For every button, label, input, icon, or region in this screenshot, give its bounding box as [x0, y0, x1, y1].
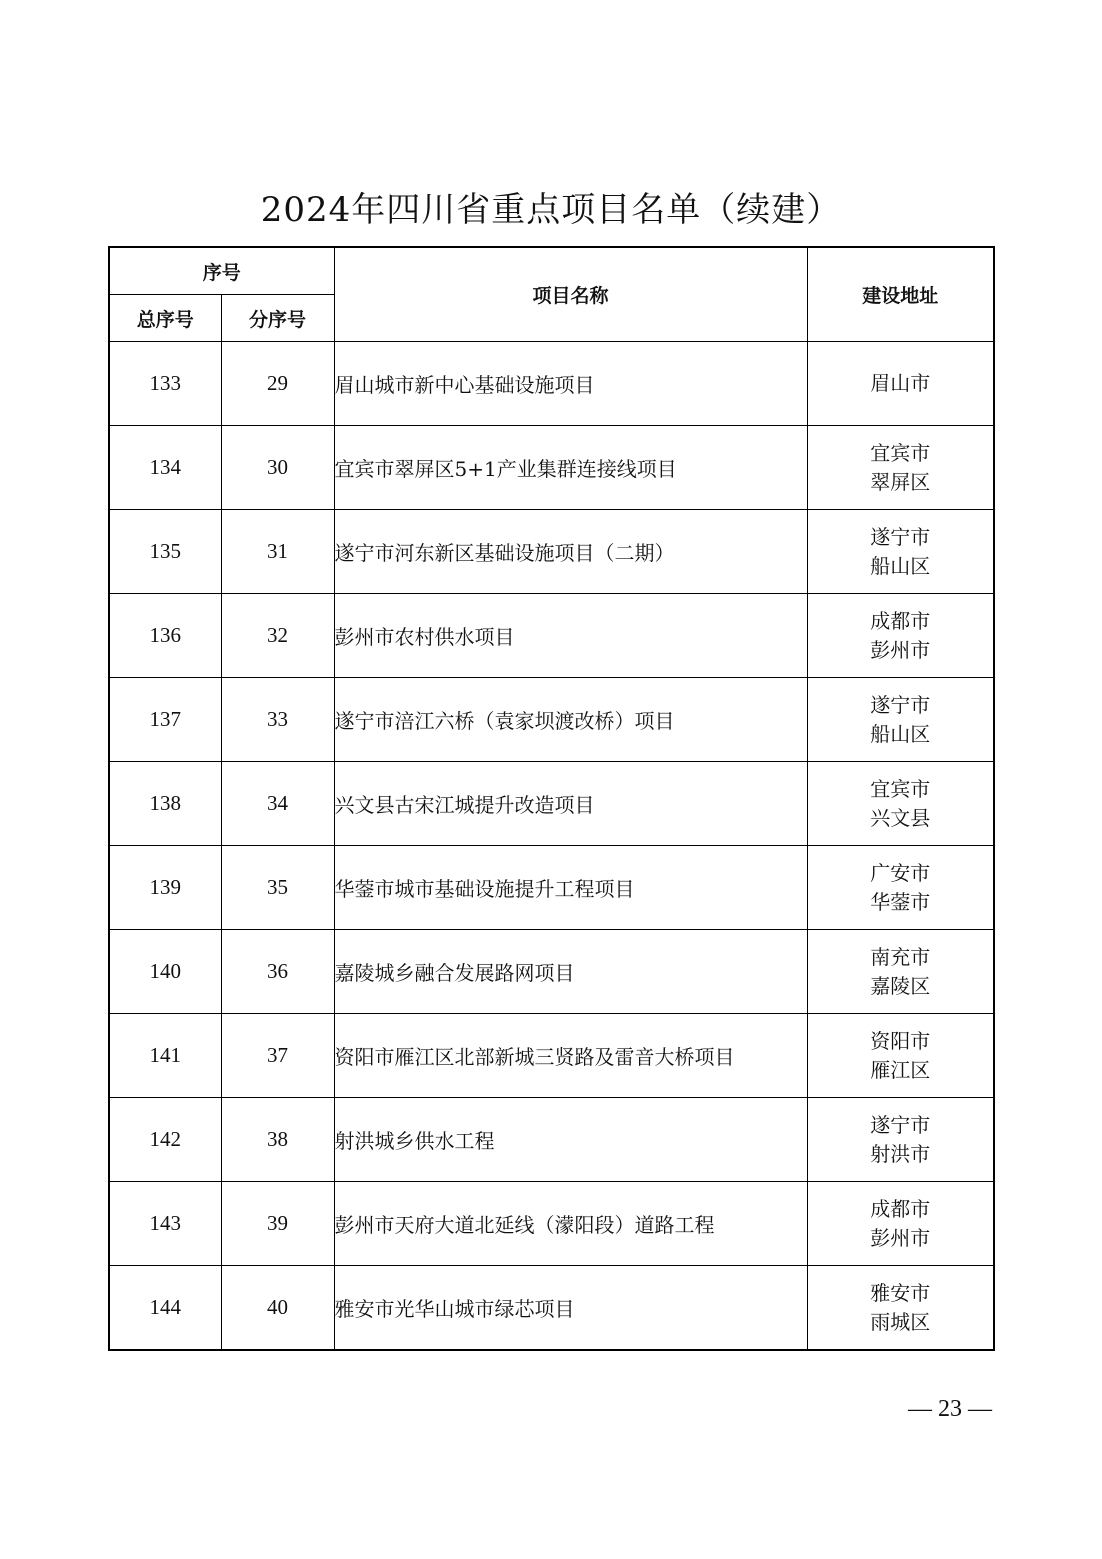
location-line-2: 嘉陵区: [870, 973, 931, 998]
total-seq-cell: 144: [109, 1266, 221, 1351]
location-cell: [807, 594, 994, 678]
location-line-1: 雅安市: [870, 1280, 931, 1305]
location-line-2: 船山区: [870, 721, 931, 746]
location-line-1: 资阳市: [870, 1028, 931, 1053]
project-name-cell: 彭州市天府大道北延线（濛阳段）道路工程: [334, 1182, 807, 1266]
project-name-cell: 雅安市光华山城市绿芯项目: [334, 1266, 807, 1351]
location-cell: [807, 1014, 994, 1098]
total-seq-cell: 135: [109, 510, 221, 594]
sub-seq-cell: 30: [221, 426, 334, 510]
total-seq-cell: 141: [109, 1014, 221, 1098]
total-seq-cell: 143: [109, 1182, 221, 1266]
location-line-2: 射洪市: [870, 1141, 931, 1166]
location-line-2: 华蓥市: [870, 889, 931, 914]
project-name-cell: 遂宁市河东新区基础设施项目（二期）: [334, 510, 807, 594]
location-line-2: 兴文县: [870, 805, 931, 830]
total-seq-cell: 134: [109, 426, 221, 510]
location-line-2: 彭州市: [870, 637, 931, 662]
location-line-1: 成都市: [870, 1196, 931, 1221]
location-cell: [807, 1182, 994, 1266]
project-name-cell: 眉山城市新中心基础设施项目: [334, 342, 807, 426]
total-seq-cell: 140: [109, 930, 221, 1014]
sub-seq-cell: 29: [221, 342, 334, 426]
location-line-1: 遂宁市: [870, 1112, 931, 1137]
location-line-2: 雁江区: [870, 1057, 931, 1082]
table-row: [109, 594, 994, 678]
table-row: [109, 342, 994, 426]
project-name-cell: 遂宁市涪江六桥（袁家坝渡改桥）项目: [334, 678, 807, 762]
location-line-2: 船山区: [870, 553, 931, 578]
header-project-name: 项目名称: [334, 247, 807, 342]
sub-seq-cell: 38: [221, 1098, 334, 1182]
sub-seq-cell: 40: [221, 1266, 334, 1351]
sub-seq-cell: 37: [221, 1014, 334, 1098]
project-name-cell: 射洪城乡供水工程: [334, 1098, 807, 1182]
location-cell: [807, 930, 994, 1014]
table-row: [109, 1098, 994, 1182]
table-row: [109, 1014, 994, 1098]
project-name-cell: 资阳市雁江区北部新城三贤路及雷音大桥项目: [334, 1014, 807, 1098]
header-sub-seq: 分序号: [221, 295, 334, 342]
location-line-1: 广安市: [870, 860, 931, 885]
table-row: [109, 762, 994, 846]
location-line-1: 遂宁市: [870, 692, 931, 717]
location-line-1: 宜宾市: [870, 440, 931, 465]
location-cell: [807, 762, 994, 846]
sub-seq-cell: 36: [221, 930, 334, 1014]
sub-seq-cell: 31: [221, 510, 334, 594]
location-line-2: 翠屏区: [870, 469, 931, 494]
location-line-1: 南充市: [870, 944, 931, 969]
sub-seq-cell: 34: [221, 762, 334, 846]
location-line-1: 眉山市: [870, 371, 931, 395]
location-cell: [807, 510, 994, 594]
location-cell: [807, 342, 994, 426]
project-name-cell: 嘉陵城乡融合发展路网项目: [334, 930, 807, 1014]
location-cell: [807, 1098, 994, 1182]
project-table: [108, 246, 995, 1351]
table-row: [109, 846, 994, 930]
location-cell: [807, 1266, 994, 1351]
total-seq-cell: 136: [109, 594, 221, 678]
header-location: 建设地址: [807, 247, 994, 342]
project-name-cell: 华蓥市城市基础设施提升工程项目: [334, 846, 807, 930]
total-seq-cell: 133: [109, 342, 221, 426]
table-row: [109, 426, 994, 510]
table-row: [109, 1266, 994, 1351]
header-total-seq: 总序号: [109, 295, 221, 342]
project-name-cell: 宜宾市翠屏区5+1产业集群连接线项目: [334, 426, 807, 510]
sub-seq-cell: 39: [221, 1182, 334, 1266]
location-line-1: 成都市: [870, 608, 931, 633]
sub-seq-cell: 35: [221, 846, 334, 930]
project-name-cell: 彭州市农村供水项目: [334, 594, 807, 678]
location-line-1: 遂宁市: [870, 524, 931, 549]
sub-seq-cell: 33: [221, 678, 334, 762]
location-line-2: 雨城区: [870, 1309, 931, 1334]
sub-seq-cell: 32: [221, 594, 334, 678]
location-cell: [807, 678, 994, 762]
total-seq-cell: 138: [109, 762, 221, 846]
header-seq-group: 序号: [109, 247, 334, 295]
location-line-1: 宜宾市: [870, 776, 931, 801]
total-seq-cell: 142: [109, 1098, 221, 1182]
location-cell: [807, 426, 994, 510]
project-name-cell: 兴文县古宋江城提升改造项目: [334, 762, 807, 846]
table-row: [109, 510, 994, 594]
location-line-2: 彭州市: [870, 1225, 931, 1250]
table-row: [109, 930, 994, 1014]
total-seq-cell: 139: [109, 846, 221, 930]
table-row: [109, 678, 994, 762]
location-cell: [807, 846, 994, 930]
page-number: — 23 —: [908, 1396, 992, 1422]
total-seq-cell: 137: [109, 678, 221, 762]
table-row: [109, 1182, 994, 1266]
page-title: 2024年四川省重点项目名单（续建）: [260, 190, 842, 230]
